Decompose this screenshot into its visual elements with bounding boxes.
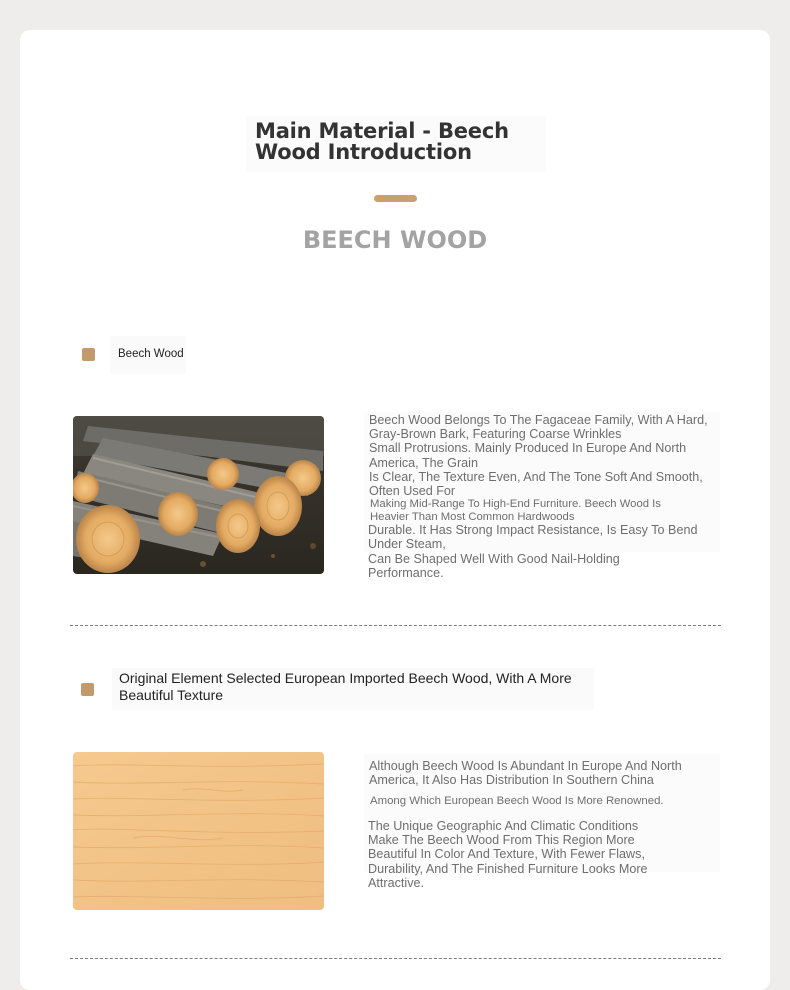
dashed-divider xyxy=(70,958,721,959)
square-bullet-icon xyxy=(82,348,95,361)
section2-paragraph-a: Although Beech Wood Is Abundant In Europe And North America, It Also Has Distribution In Southern China xyxy=(369,759,682,788)
title-accent-bar xyxy=(374,195,417,202)
description-line: Performance. xyxy=(368,565,444,580)
description-line: America, The Grain xyxy=(369,455,478,470)
description-line: Is Clear, The Texture Even, And The Tone Soft And Smooth, xyxy=(369,469,703,484)
section-tag-european-beech: Original Element Selected European Imported Beech Wood, With A More Beautiful Texture xyxy=(119,670,572,703)
section1-description xyxy=(369,413,719,580)
description-line: Can Be Shaped Well With Good Nail-Holding xyxy=(368,551,620,566)
section2-paragraph-c: The Unique Geographic And Climatic Conditions Make The Beech Wood From This Region More Beautiful In Color And Texture, With Fewer Flaws, Durability, And The Finished Furniture Looks More Attractive. xyxy=(368,819,648,890)
beech-logs-illustration xyxy=(73,416,324,574)
beech-logs-image xyxy=(73,416,324,574)
beech-texture-image xyxy=(73,752,324,910)
description-line: Under Steam, xyxy=(368,537,446,552)
description-line: Often Used For xyxy=(369,484,456,499)
description-line: Gray-Brown Bark, Featuring Coarse Wrinkles xyxy=(369,427,622,442)
page-title: Main Material - Beech Wood Introduction xyxy=(255,119,509,164)
dashed-divider xyxy=(70,625,721,626)
description-line: Small Protrusions. Mainly Produced In Europe And North xyxy=(369,441,687,456)
description-line: Making Mid-Range To High-End Furniture. Beech Wood Is xyxy=(370,498,661,511)
section2-paragraph-b: Among Which European Beech Wood Is More Renowned. xyxy=(370,795,664,807)
section-tag-beech-wood: Beech Wood xyxy=(118,348,184,360)
wood-grain-illustration xyxy=(73,752,324,910)
square-bullet-icon xyxy=(81,683,94,696)
section-subtitle: BEECH WOOD xyxy=(302,226,488,254)
description-line: Beech Wood Belongs To The Fagaceae Family, With A Hard, xyxy=(369,413,708,427)
description-line: Heavier Than Most Common Hardwoods xyxy=(370,510,575,523)
description-line: Durable. It Has Strong Impact Resistance, Is Easy To Bend xyxy=(368,523,698,538)
